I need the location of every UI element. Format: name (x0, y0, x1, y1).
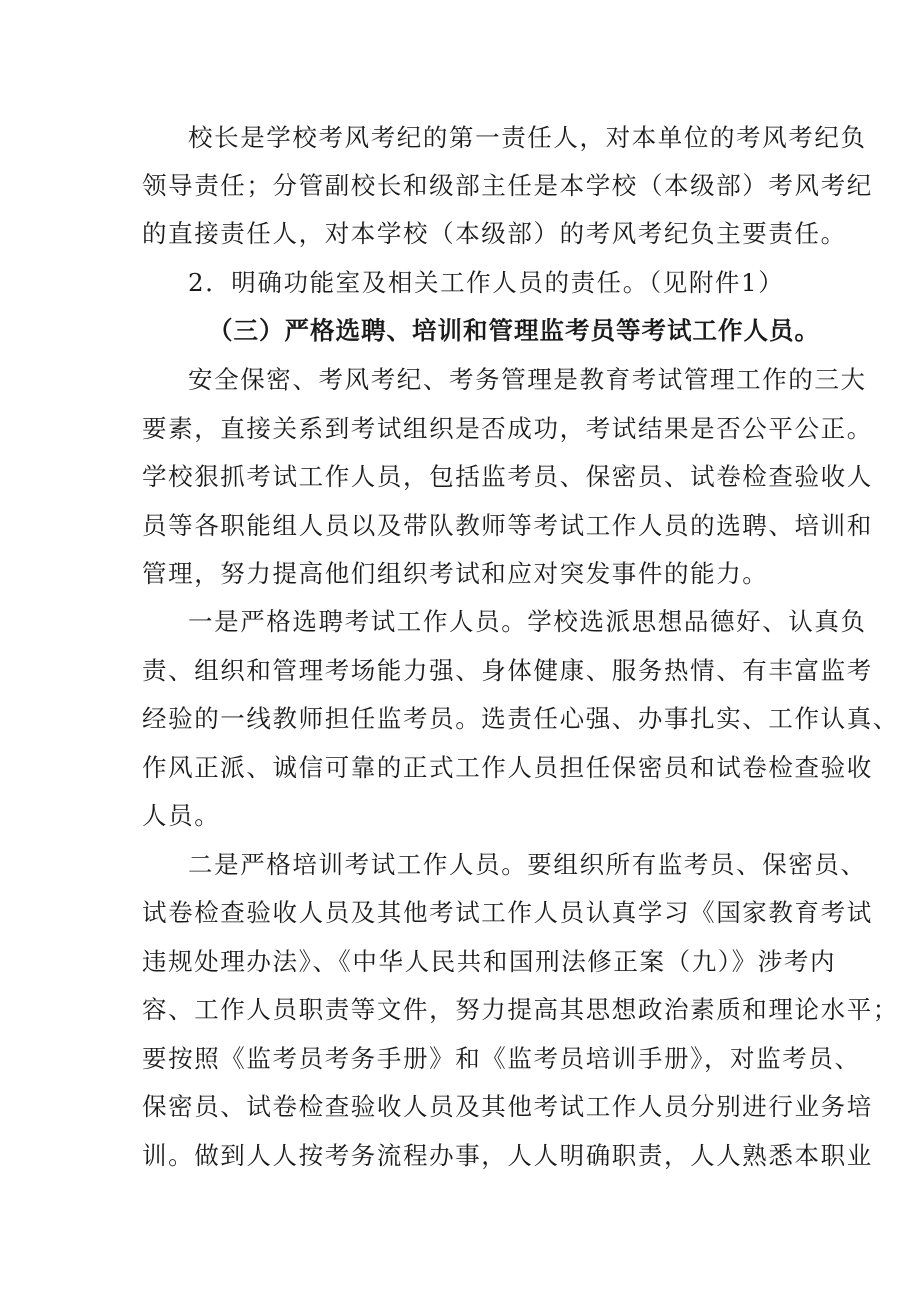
paragraph-line: 员等各职能组人员以及带队教师等考试工作人员的选聘、培训和 (142, 511, 873, 540)
paragraph-line: 责、组织和管理考场能力强、身体健康、服务热情、有丰富监考 (142, 656, 873, 685)
paragraph-line: 安全保密、考风考纪、考务管理是教育考试管理工作的三大 (188, 365, 867, 394)
paragraph-line: 要素，直接关系到考试组织是否成功，考试结果是否公平公正。 (142, 414, 873, 443)
section-heading: （三）严格选聘、培训和管理监考员等考试工作人员。 (208, 316, 820, 345)
paragraph-line: 保密员、试卷检查验收人员及其他考试工作人员分别进行业务培 (142, 1092, 873, 1121)
paragraph-line: 经验的一线教师担任监考员。选责任心强、办事扎实、工作认真、 (142, 704, 899, 733)
paragraph-line: 学校狠抓考试工作人员，包括监考员、保密员、试卷检查验收人 (142, 462, 873, 491)
paragraph-line: 一是严格选聘考试工作人员。学校选派思想品德好、认真负 (188, 607, 867, 636)
paragraph-line: 违规处理办法》、《中华人民共和国刑法修正案（九）》涉考内 (142, 947, 837, 976)
paragraph-line: 领导责任；分管副校长和级部主任是本学校（本级部）考风考纪 (142, 171, 873, 200)
paragraph-line: 试卷检查验收人员及其他考试工作人员认真学习《国家教育考试 (142, 898, 873, 927)
paragraph-line: 管理，努力提高他们组织考试和应对突发事件的能力。 (142, 559, 769, 588)
paragraph-line: 作风正派、诚信可靠的正式工作人员担任保密员和试卷检查验收 (142, 753, 873, 782)
paragraph-line: 训。做到人人按考务流程办事，人人明确职责，人人熟悉本职业 (142, 1141, 873, 1170)
paragraph-line: 人员。 (142, 801, 221, 830)
paragraph-line: 二是严格培训考试工作人员。要组织所有监考员、保密员、 (188, 850, 867, 879)
paragraph-line: 容、工作人员职责等文件，努力提高其思想政治素质和理论水平； (142, 995, 899, 1024)
paragraph-line: 的直接责任人，对本学校（本级部）的考风考纪负主要责任。 (142, 219, 847, 248)
paragraph-line: 校长是学校考风考纪的第一责任人，对本单位的考风考纪负 (188, 123, 867, 152)
paragraph-line: 要按照《监考员考务手册》和《监考员培训手册》，对监考员、 (142, 1044, 861, 1073)
numbered-item: 2．明确功能室及相关工作人员的责任。（见附件1） (188, 268, 785, 297)
